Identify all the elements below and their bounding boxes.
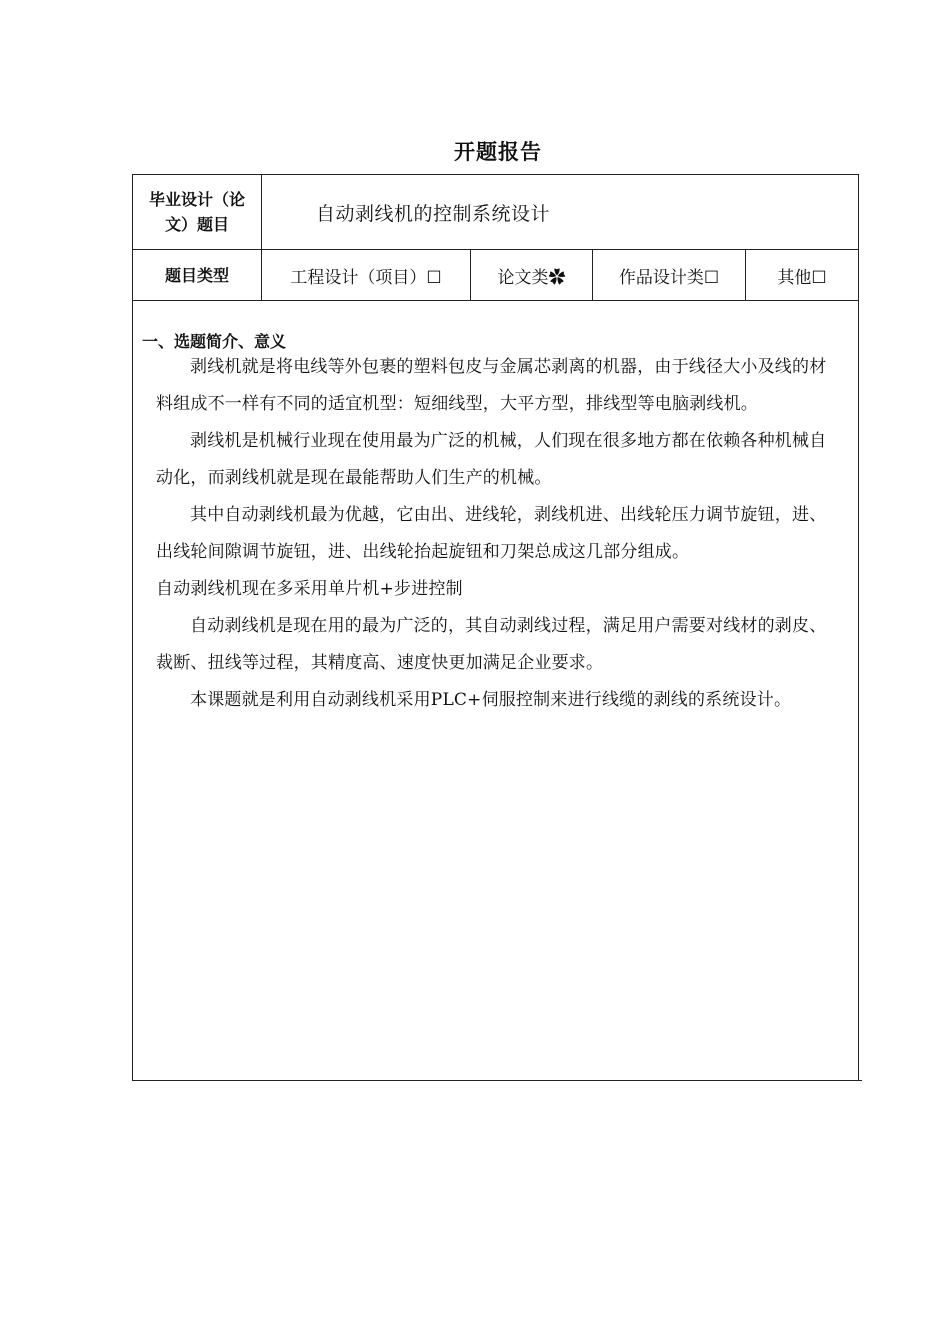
type-option-engineering[interactable]: 工程设计（项目）☐ [290, 267, 442, 288]
type-option-thesis[interactable]: 论文类✿ [497, 267, 566, 288]
proposal-table [132, 174, 859, 1081]
paragraph: 自动剥线机现在多采用单片机+步进控制 [156, 579, 463, 599]
paragraph: 剥线机就是将电线等外包裹的塑料包皮与金属芯剥离的机器，由于线径大小及线的材料组成不一样有不同的适宜机型：短细线型，大平方型，排线型等电脑剥线机。 [156, 357, 827, 414]
section-paragraphs [156, 349, 834, 719]
paragraph: 其中自动剥线机最为优越，它由出、进线轮，剥线机进、出线轮压力调节旋钮，进、出线轮间隙调节旋钮，进、出线轮抬起旋钮和刀架总成这几部分组成。 [156, 505, 827, 562]
paragraph: 本课题就是利用自动剥线机采用PLC+伺服控制来进行线缆的剥线的系统设计。 [190, 690, 792, 710]
paragraph: 剥线机是机械行业现在使用最为广泛的机械，人们现在很多地方都在依赖各种机械自动化，而剥线机就是现在最能帮助人们生产的机械。 [156, 431, 827, 488]
document-title: 开题报告 [454, 140, 542, 164]
type-label: 题目类型 [164, 265, 229, 285]
section-content-cell [133, 301, 858, 1081]
type-option-other[interactable]: 其他☐ [777, 267, 827, 288]
type-option-works-design[interactable]: 作品设计类☐ [618, 267, 720, 288]
topic-value: 自动剥线机的控制系统设计 [316, 202, 551, 225]
topic-label: 毕业设计（论文）题目 [148, 190, 245, 234]
paragraph: 自动剥线机是现在用的最为广泛的，其自动剥线过程，满足用户需要对线材的剥皮、裁断、扭线等过程，其精度高、速度快更加满足企业要求。 [156, 616, 827, 673]
section-heading: 一、选题简介、意义 [142, 332, 287, 351]
table-corner-mark [858, 1080, 862, 1081]
